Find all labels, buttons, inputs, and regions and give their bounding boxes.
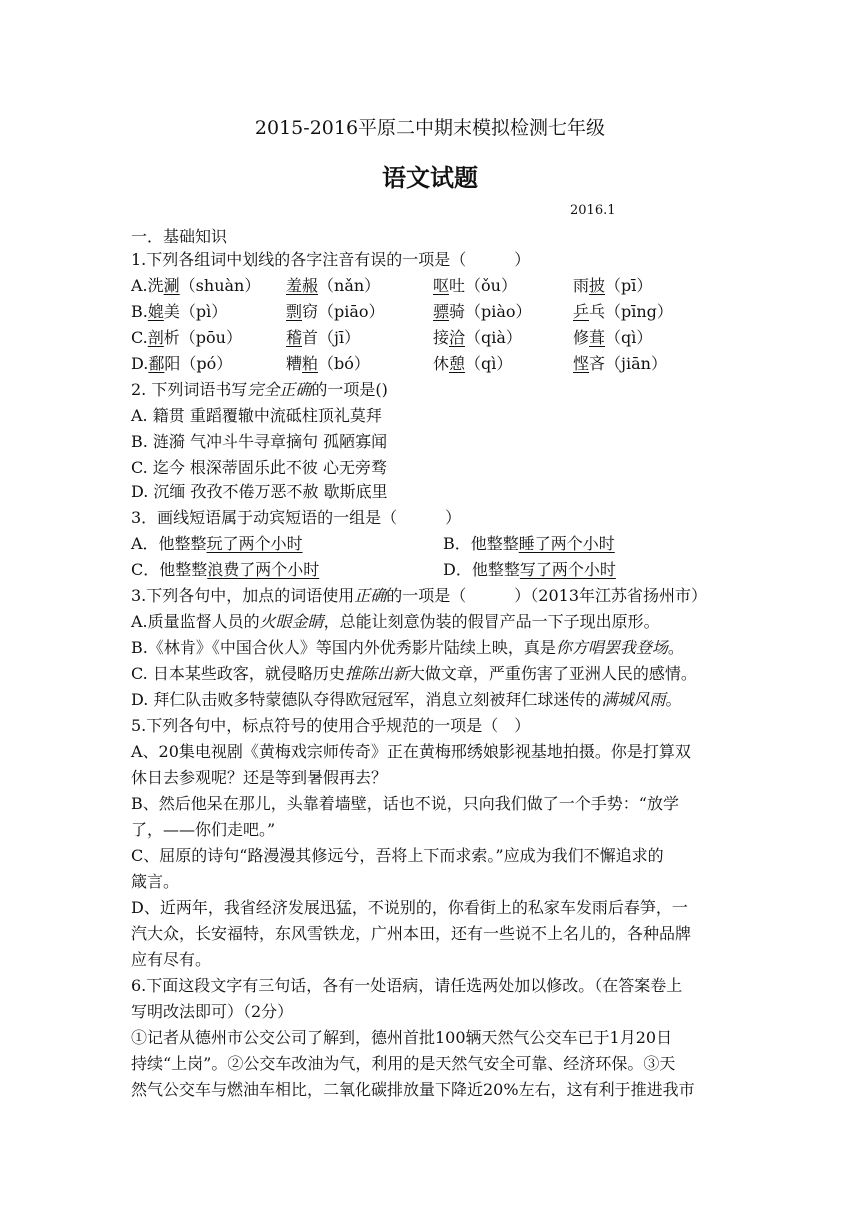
q3-option-row	[0, 557, 860, 583]
q1-cell: B.媲美（pì）	[131, 302, 228, 321]
exam-subtitle: 语文试题	[382, 164, 478, 192]
q4-option: B.《林肯》《中国合伙人》等国内外优秀影片陆续上映，真是你方唱罢我登场。	[131, 638, 684, 657]
q1-cell: 骠骑（piào）	[433, 302, 532, 321]
q1-option-row	[0, 351, 860, 377]
q6-line: 持续“上岗”。②公交车改油为气，利用的是天然气安全可靠、经济环保。③天	[131, 1054, 676, 1073]
q6-line: 写明改法即可）（2分）	[131, 1002, 294, 1021]
q3-stem: 3．画线短语属于动宾短语的一组是（ ）	[131, 508, 462, 527]
q1-cell: 乒乓（pīng）	[573, 302, 673, 321]
q5-line: 了，——你们走吧。”	[131, 820, 276, 839]
q1-option-row	[0, 299, 860, 325]
q1-cell: 雨披（pī）	[573, 276, 653, 295]
q1-cell: 休憩（qì）	[433, 354, 513, 373]
q4-option: A.质量监督人员的火眼金睛，总能让刻意伪装的假冒产品一下子现出原形。	[131, 612, 660, 631]
q4-option: D. 拜仁队击败多特蒙德队夺得欧冠冠军，消息立刻被拜仁球迷传的满城风雨。	[131, 690, 682, 709]
q5-line: A、20集电视剧《黄梅戏宗师传奇》正在黄梅邢绣娘影视基地拍摄。你是打算双	[131, 742, 691, 761]
q5-stem: 5.下列各句中，标点符号的使用合乎规范的一项是（ ）	[131, 716, 531, 735]
q5-line: C、屈原的诗句“路漫漫其修远兮，吾将上下而求索。”应成为我们不懈追求的	[131, 846, 664, 865]
q1-cell: 稽首（jī）	[286, 328, 361, 347]
q1-cell: 悭吝（jiān）	[573, 354, 667, 373]
q4-option: C. 日本某些政客，就侵略历史推陈出新大做文章，严重伤害了亚洲人民的感情。	[131, 664, 697, 683]
q2-option: C. 迄今 根深蒂固乐此不彼 心无旁骛	[131, 458, 388, 477]
q1-option-row	[0, 325, 860, 351]
q5-line: 箴言。	[131, 872, 180, 891]
q3-option: A．他整整玩了两个小时	[131, 534, 303, 553]
q1-option-row	[0, 273, 860, 299]
q2-stem: 2. 下列词语书写完全正确的一项是()	[131, 380, 388, 399]
q1-cell: 接洽（qià）	[433, 328, 522, 347]
q1-cell: 羞赧（nǎn）	[286, 276, 381, 295]
q3-option-row	[0, 531, 860, 557]
q1-stem: 1.下列各组词中划线的各字注音有误的一项是（ ）	[131, 250, 531, 269]
q2-option: A. 籍贯 重蹈覆辙中流砥柱顶礼莫拜	[131, 406, 382, 425]
q5-line: B、然后他呆在那儿，头靠着墙壁，话也不说，只向我们做了一个手势：“放学	[131, 794, 679, 813]
q1-cell: D.鄱阳（pó）	[131, 354, 233, 373]
q2-option: D. 沉缅 孜孜不倦万恶不赦 歇斯底里	[131, 482, 388, 501]
q6-line: 然气公交车与燃油车相比，二氧化碳排放量下降近20%左右，这有利于推进我市	[131, 1080, 695, 1099]
q6-line: 6.下面这段文字有三句话，各有一处语病，请任选两处加以修改。（在答案卷上	[131, 976, 683, 995]
q3-option: B．他整整睡了两个小时	[443, 534, 615, 553]
q3-option: C．他整整浪费了两个小时	[131, 560, 320, 579]
q2-option: B. 涟漪 气冲斗牛寻章摘句 孤陋寡闻	[131, 432, 388, 451]
q4-stem: 3.下列各句中，加点的词语使用正确的一项是（ ）（2013年江苏省扬州市）	[131, 586, 708, 605]
q5-line: 汽大众，长安福特，东风雪铁龙，广州本田，还有一些说不上名儿的，各种品牌	[131, 924, 692, 943]
q6-line: ①记者从德州市公交公司了解到，德州首批100辆天然气公交车已于1月20日	[131, 1028, 673, 1047]
exam-date: 2016.1	[570, 203, 616, 218]
q1-cell: 呕吐（ǒu）	[433, 276, 517, 295]
q1-cell: C.剖析（pōu）	[131, 328, 242, 347]
section-heading: 一．基础知识	[131, 227, 228, 246]
q1-cell: 修葺（qì）	[573, 328, 653, 347]
q1-cell: 糟粕（bó）	[286, 354, 370, 373]
exam-title: 2015-2016平原二中期末模拟检测七年级	[254, 117, 606, 139]
q5-line: D、近两年，我省经济发展迅猛，不说别的，你看街上的私家车发雨后春笋，一	[131, 898, 688, 917]
q1-cell: A.洗涮（shuàn）	[131, 276, 261, 295]
q3-option: D．他整整写了两个小时	[443, 560, 616, 579]
q5-line: 休日去参观呢？还是等到暑假再去？	[131, 768, 388, 787]
q1-cell: 剽窃（piāo）	[286, 302, 385, 321]
q5-line: 应有尽有。	[131, 950, 212, 969]
